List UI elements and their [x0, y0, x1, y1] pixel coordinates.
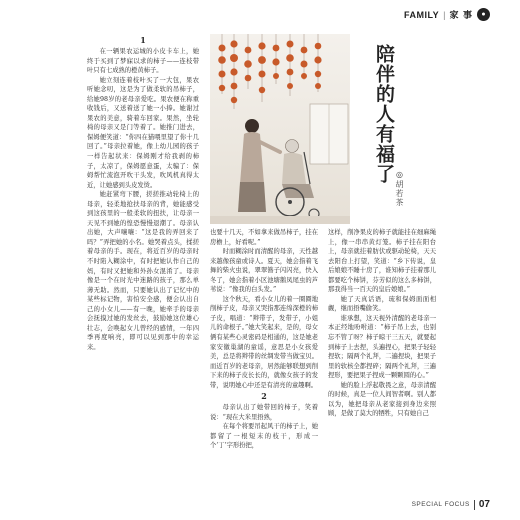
- persimmon-family-illustration: [210, 34, 350, 224]
- page-number: 07: [478, 499, 490, 510]
- paragraph: 也要十几天，不如拿来做吊柿子，挂在房檐上，好看呢。”: [210, 229, 318, 246]
- article-title: 陪伴的人有福了: [373, 44, 395, 184]
- part-number: 1: [140, 35, 146, 45]
- footer-divider: [474, 500, 475, 510]
- paragraph: 她了天真话语，琉和保姆面面相觑，继而捂嘴偷笑。: [328, 295, 436, 313]
- section-label-cn: 家 事: [449, 10, 473, 20]
- paragraph: 她的脸上浮起敬畏之意，母亲清醒的时候，真是一位人间智者啊。别人都以为，她把母亲从老家接到身边来照顾，是做了莫大的牺牲，只有她自己: [328, 381, 436, 418]
- paragraph: 她赶紧弯下腰，搓搓推动轮椅上的母亲，轻柔地抢扶母亲的背，她能感受到这孩里的一般柔软的扭扶，让母亲一天见不到她的惶恐慢慢退潮了。母亲认出她，大声嚷嚷：“这是我的弄回来了吗？”弄把她的小名。她哭着点头，揉搓着母亲的手。现在，将近百岁的母亲时不时陷入糊涂中，有时把她认作自己的妈，有时又把她和外孙女混淆了。母亲像是一个在时光中迷路的孩子，那么单薄无助。然而，只要她认出了记忆中的某些标记物，害怕安全感，便会认出自己的小女儿——有一晚，她牵手的母亲会抚摸过她的发丝去，鼓励她这位雄心壮志，会唤起女儿曾经的感情，一年四季再度响亮，即可以见到那中的幸运来。: [87, 191, 199, 351]
- article-author: ◎胡若茶: [395, 170, 404, 207]
- paragraph: 时而糊涂时而清醒的母亲，天性越来越像孩童或诗人。夏天，她会指着飞舞的柴火虫说，翠翠簪子闪闪亮，快入冬了，她会指着小区池塘鹅凤尾虫的芦苇说：“像我的白头发。”: [210, 248, 318, 294]
- article-column-3: [328, 228, 436, 419]
- illustration-image: [210, 34, 350, 224]
- header-separator: |: [443, 9, 446, 20]
- part-number: 2: [261, 391, 267, 402]
- paragraph: 在一辆果农运城的小皮卡车上，她终于买到了梦寐以求的柿子——连枝带叶只有七成熟的橙黄柿子。: [87, 48, 199, 75]
- paragraph: 她立刻连着枝叶买了一大包，果农听她念叨，这是为了做柔软的吊柿子，给她98岁的老母亲爱吃。果农便在称重收钱后，又送着送了她一小捧。她谢过果农的美意，骑着车回家。果然，坐轮椅的母亲又是门等着了。她推门进去，保姆便笑道：“你四在猫喂里望了你十几回了。”母亲拉着她，像上幼儿园的孩子一样告起状来：保姆刚才给我剥的柿子，太凉了，保姆愿意蛋，太骗了：保姆帮忙流泡开吹干头发，吹风机真得太近，让她感到头皮发烫。: [87, 76, 199, 189]
- page-footer: [412, 499, 490, 510]
- paragraph: 母亲认出了她带回的柿子，笑着说：“现在大米里捂熟，: [210, 404, 318, 421]
- paragraph: 这样，削净果皮的柿子就能挂在细麻绳上，像一串串黄灯笼。柿子挂在阳台上，母亲就挂着肪伏或驱动轮椅，天天去阳台上打望，笑道：“乡下传说，皇后娘娘不睡十房了，谁知柿子挂着那儿都要吃个柿饼，芬芳似的这么多柿饼，那我得当一百天的皇后娘娘。”: [328, 229, 436, 294]
- section-header: [404, 8, 490, 21]
- paragraph: 在每个将要吊起风干的柿子上，她都留了一根短末的枝干，形成一个‘丁’字形扮把，: [210, 423, 318, 450]
- paragraph: 谁承想，这天视外清醒的老母亲一本正经地吩咐道：“柿子吊上去，也别忘不管了呀？柿子晾干三五天，就要起到柿子上去捏，头遍捏心，把果子轻轻捏软；隔两个礼拜，二遍捏块，把果子里的软核全都捏碎；隔两个礼拜，三遍捏形，要把果子捏成一颗颗圆的心。”: [328, 314, 436, 380]
- footer-section-label: SPECIAL FOCUS: [411, 501, 470, 508]
- paragraph: 这个秋天，看小女儿的着一圈圈地削柿子皮，母亲又哭指那连绵深橙的柿子皮，唱道：“辫带子，发带子，小姐儿的命根子。”她大笑起来，是的，母女俩有某些心灵密码是相通的，这是她老家安徽巢湖的童谣，意思是小女孩爱美，总是将辫带的丝绸发带当做宝贝。而近百岁的老母亲，居然能够联想到削下来的柿子皮长长的，就像女孩子的发带，说明她心中还是有清亮的童趣啊。: [210, 295, 318, 389]
- section-logo-icon: ●: [477, 8, 490, 21]
- section-label-en: FAMILY: [403, 9, 440, 20]
- article-column-2: [210, 228, 318, 451]
- article-column-1: [87, 34, 199, 353]
